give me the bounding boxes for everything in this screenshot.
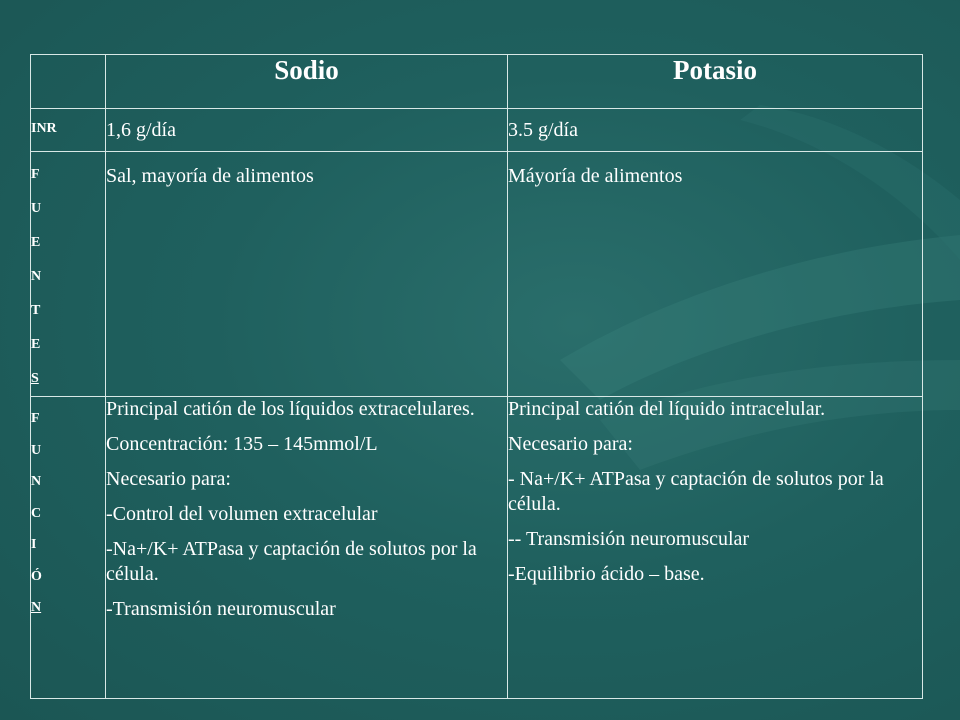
fuentes-letter: F (31, 167, 40, 182)
funcion-letter: C (31, 505, 42, 521)
funcion-letter: N (31, 600, 42, 615)
fuentes-letter: E (31, 337, 41, 352)
funcion-sodio-line: Principal catión de los líquidos extracelulares. (106, 398, 475, 420)
funcion-sodio-line: -Na+/K+ ATPasa y captación de solutos por la célula. (106, 538, 477, 585)
funcion-row (31, 397, 923, 699)
funcion-letter: U (31, 442, 42, 458)
fuentes-potasio-value: Máyoría de alimentos (508, 152, 923, 397)
funcion-letter: Ó (31, 568, 42, 584)
header-sodio: Sodio (106, 55, 508, 109)
funcion-potasio-line: Principal catión del líquido intracelular. (508, 398, 826, 420)
funcion-potasio-cell (508, 397, 923, 699)
fuentes-letter: E (31, 235, 41, 250)
inr-row (31, 109, 923, 152)
fuentes-label (31, 152, 106, 397)
funcion-potasio-line: Necesario para: (508, 433, 633, 455)
fuentes-letter: T (31, 303, 41, 318)
funcion-sodio-line: Necesario para: (106, 468, 231, 490)
inr-label: INR (31, 109, 106, 152)
funcion-potasio-line: -- Transmisión neuromuscular (508, 528, 750, 550)
funcion-sodio-line: Concentración: 135 – 145mmol/L (106, 433, 378, 455)
comparison-table (30, 54, 923, 699)
fuentes-letter: S (31, 371, 39, 386)
funcion-letter: N (31, 474, 42, 489)
header-empty-cell (31, 55, 106, 109)
inr-potasio-value: 3.5 g/día (508, 109, 923, 152)
header-row (31, 55, 923, 109)
inr-sodio-value: 1,6 g/día (106, 109, 508, 152)
funcion-letter: F (31, 411, 40, 426)
fuentes-letter: N (31, 269, 42, 284)
header-potasio: Potasio (508, 55, 923, 109)
funcion-sodio-cell (106, 397, 508, 699)
funcion-potasio-line: - Na+/K+ ATPasa y captación de solutos por la célula. (508, 468, 884, 515)
funcion-label (31, 397, 106, 699)
funcion-letter: I (31, 537, 37, 552)
fuentes-sodio-value: Sal, mayoría de alimentos (106, 152, 508, 397)
funcion-sodio-line: -Transmisión neuromuscular (106, 598, 336, 620)
funcion-potasio-line: -Equilibrio ácido – base. (508, 563, 705, 585)
fuentes-row (31, 152, 923, 397)
funcion-sodio-line: -Control del volumen extracelular (106, 503, 378, 525)
fuentes-letter: U (31, 201, 42, 216)
